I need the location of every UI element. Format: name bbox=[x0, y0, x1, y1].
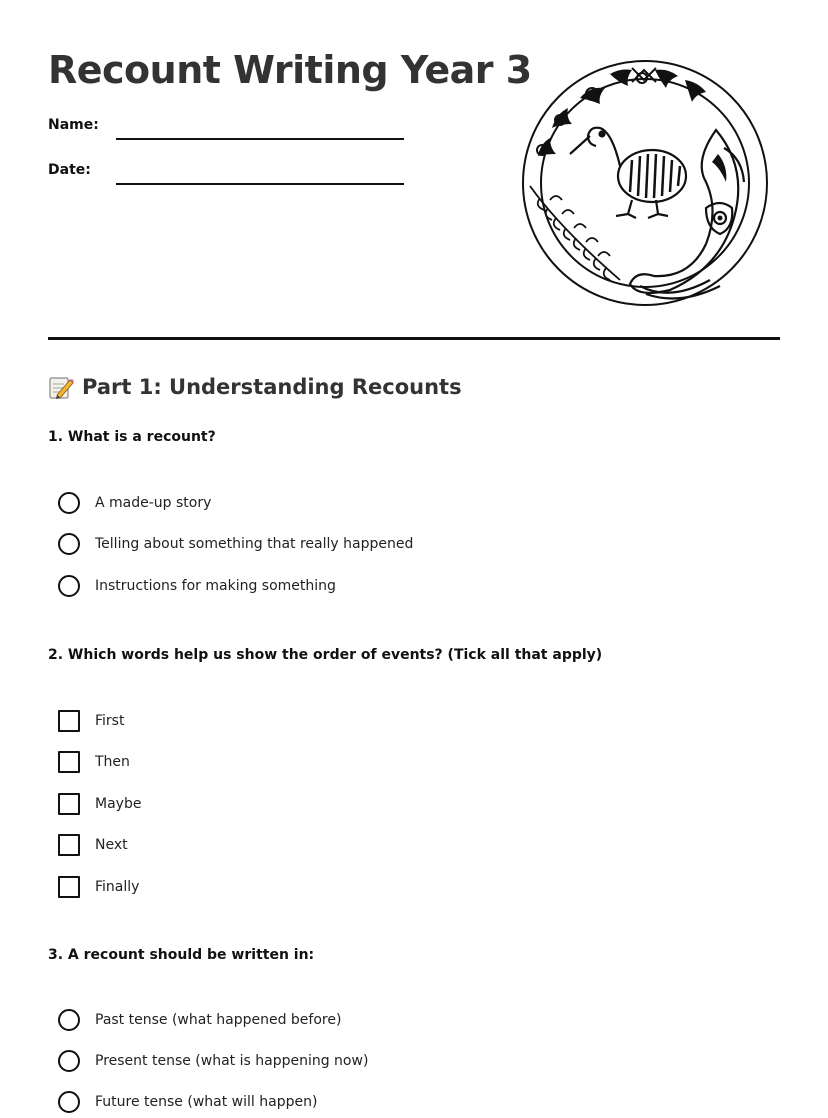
name-field[interactable] bbox=[116, 138, 404, 140]
option-label: A made-up story bbox=[95, 495, 212, 511]
checkbox[interactable] bbox=[58, 793, 80, 815]
q3-option-1[interactable] bbox=[58, 1008, 341, 1032]
radio-button[interactable] bbox=[58, 1050, 80, 1072]
kiwi-emblem-icon bbox=[520, 58, 770, 308]
option-label: Finally bbox=[95, 879, 140, 895]
radio-button[interactable] bbox=[58, 1009, 80, 1031]
date-label: Date: bbox=[48, 162, 91, 178]
part1-heading-text: Part 1: Understanding Recounts bbox=[82, 375, 462, 399]
q1-option-3[interactable] bbox=[58, 574, 336, 598]
q3-option-3[interactable] bbox=[58, 1090, 317, 1114]
option-label: Next bbox=[95, 837, 128, 853]
q2-option-5[interactable] bbox=[58, 875, 139, 899]
page-title: Recount Writing Year 3 bbox=[48, 48, 532, 92]
option-label: Instructions for making something bbox=[95, 578, 336, 594]
radio-button[interactable] bbox=[58, 533, 80, 555]
radio-button[interactable] bbox=[58, 1091, 80, 1113]
date-field[interactable] bbox=[116, 183, 404, 185]
q3-option-2[interactable] bbox=[58, 1049, 368, 1073]
option-label: Telling about something that really happened bbox=[95, 536, 414, 552]
question-1: 1. What is a recount? bbox=[48, 429, 216, 445]
radio-button[interactable] bbox=[58, 575, 80, 597]
option-label: Past tense (what happened before) bbox=[95, 1012, 342, 1028]
checkbox[interactable] bbox=[58, 710, 80, 732]
question-3: 3. A recount should be written in: bbox=[48, 947, 315, 963]
question-2: 2. Which words help us show the order of events? (Tick all that apply) bbox=[48, 647, 603, 663]
section-divider bbox=[48, 337, 780, 340]
q2-option-2[interactable] bbox=[58, 750, 130, 774]
checkbox[interactable] bbox=[58, 834, 80, 856]
q1-option-2[interactable] bbox=[58, 532, 413, 556]
q2-option-4[interactable] bbox=[58, 833, 128, 857]
option-label: Present tense (what is happening now) bbox=[95, 1053, 369, 1069]
option-label: Then bbox=[95, 754, 130, 770]
memo-pencil-icon bbox=[48, 374, 74, 400]
name-label: Name: bbox=[48, 117, 99, 133]
checkbox[interactable] bbox=[58, 751, 80, 773]
checkbox[interactable] bbox=[58, 876, 80, 898]
option-label: First bbox=[95, 713, 125, 729]
part1-heading bbox=[48, 374, 462, 400]
q2-option-1[interactable] bbox=[58, 709, 124, 733]
q1-option-1[interactable] bbox=[58, 491, 211, 515]
option-label: Future tense (what will happen) bbox=[95, 1094, 318, 1110]
option-label: Maybe bbox=[95, 796, 142, 812]
q2-option-3[interactable] bbox=[58, 792, 141, 816]
radio-button[interactable] bbox=[58, 492, 80, 514]
